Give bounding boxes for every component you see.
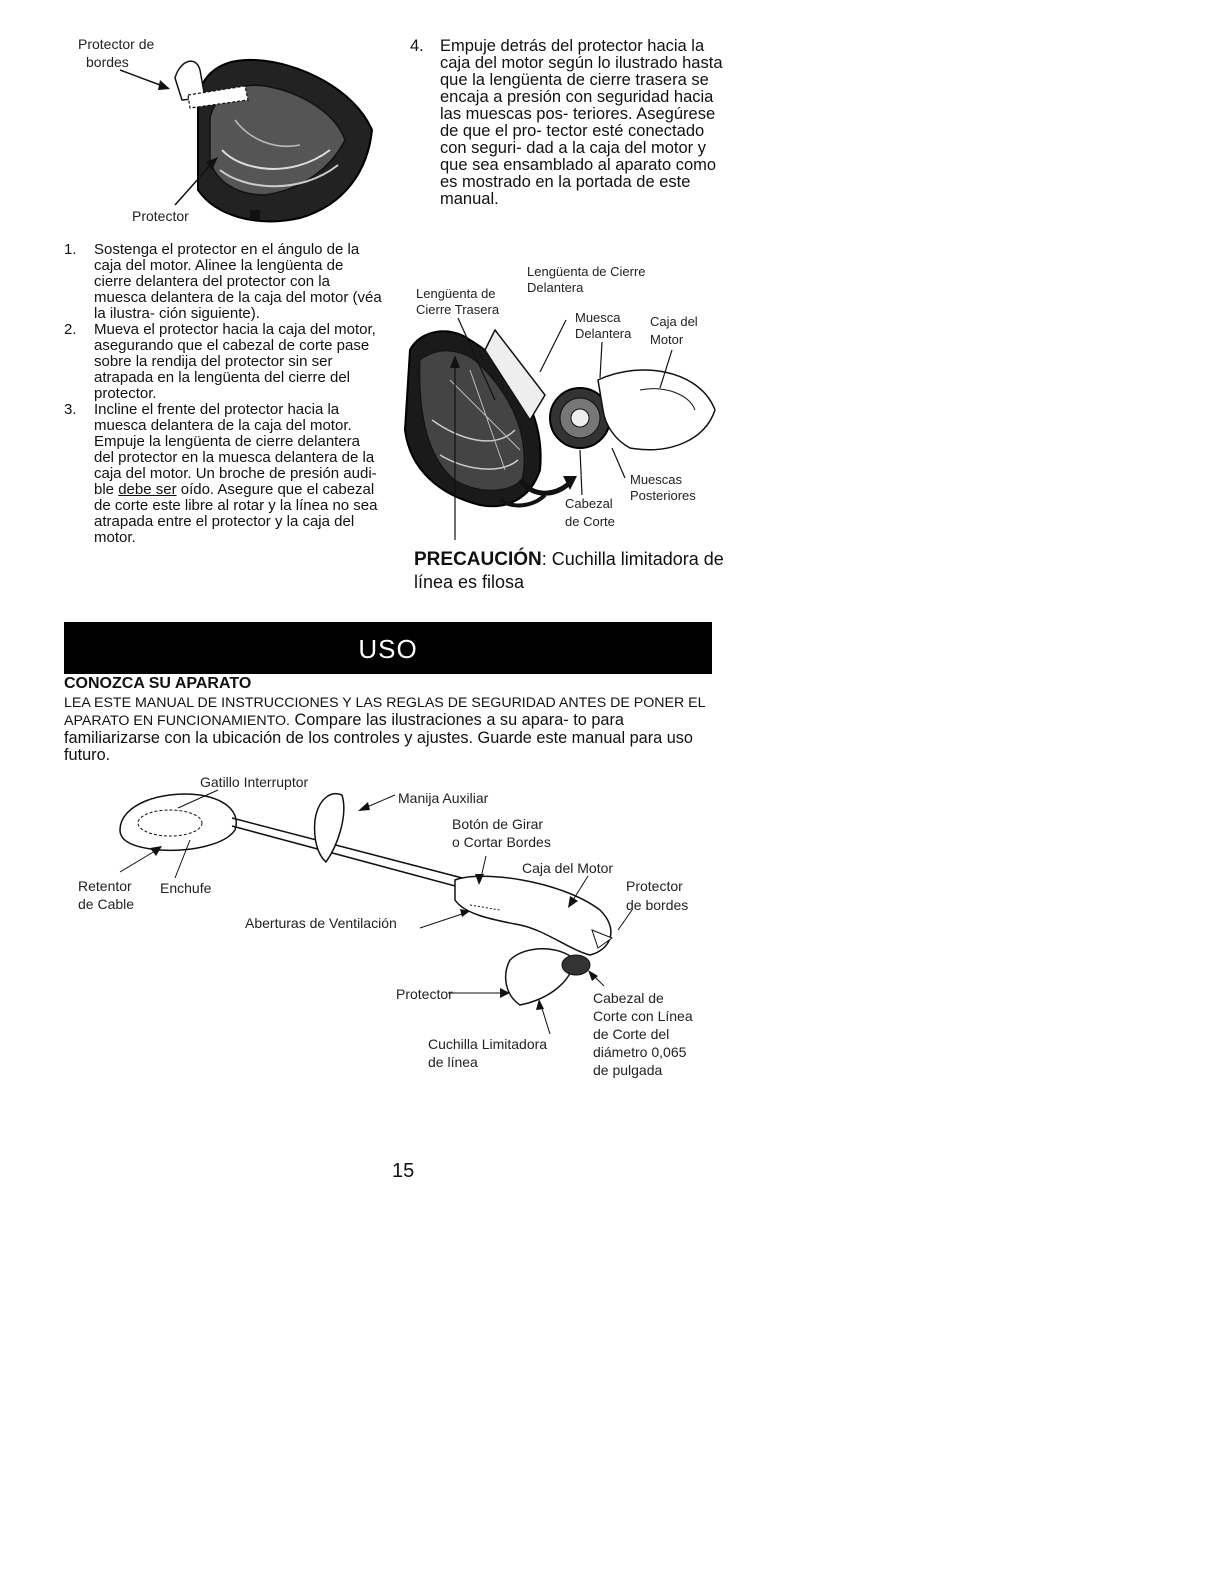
label-line-blade-2: de línea — [428, 1054, 478, 1070]
label-cutting-head-4: diámetro 0,065 — [593, 1044, 687, 1060]
step-text-before: Incline el frente del protector hacia la muesca delantera de la caja del motor. Empuje la lengüenta de cierre delantera del protector en la muesca delantera de la caja del motor. Un broche de presión audi- ble — [94, 401, 377, 498]
step-text-emphasis: debe ser — [118, 481, 177, 498]
label-cutting-head-2: Corte con Línea — [593, 1008, 693, 1024]
step-3 — [64, 402, 384, 546]
label-rotate-button-1: Botón de Girar — [452, 816, 544, 832]
label-edge-guard-1: Protector — [626, 878, 683, 894]
step-1 — [64, 242, 384, 322]
trimmer-illustration — [0, 0, 1, 1]
label-cord-retainer-2: de Cable — [78, 896, 135, 912]
step-number: 2. — [64, 321, 77, 338]
label-rear-notches-1: Muescas — [630, 472, 683, 487]
label-motor-housing-1: Caja del — [650, 314, 698, 329]
label-rear-notches-2: Posteriores — [630, 488, 696, 503]
label-front-notch-2: Delantera — [575, 326, 632, 341]
label-front-tab-1: Lengüenta de Cierre — [527, 264, 646, 279]
label-rotate-button-2: o Cortar Bordes — [452, 834, 551, 850]
label-cutting-head-1: Cabezal — [565, 496, 613, 511]
label-guard: Protector — [132, 208, 189, 224]
label-cutting-head-3: de Corte del — [593, 1026, 670, 1042]
banner-title: USO — [358, 634, 418, 664]
label-edge-guard-2: de bordes — [626, 897, 689, 913]
label-guard: Protector — [396, 986, 453, 1002]
label-rear-tab-1: Lengüenta de — [416, 286, 496, 301]
label-motor-housing: Caja del Motor — [522, 860, 614, 876]
assembly-steps — [64, 242, 384, 546]
label-motor-housing-2: Motor — [650, 332, 684, 347]
section-body — [64, 694, 724, 764]
step-4 — [410, 38, 730, 208]
label-aux-handle: Manija Auxiliar — [398, 790, 489, 806]
step-2 — [64, 322, 384, 402]
label-cord-retainer-1: Retentor — [78, 878, 132, 894]
caution-note — [414, 548, 734, 593]
label-vents: Aberturas de Ventilación — [245, 915, 397, 931]
step-text: Sostenga el protector en el ángulo de la caja del motor. Alinee la lengüenta de cierre delantera del protector con la muesca delantera de la caja del motor (véa la ilustra- ción siguiente). — [94, 241, 382, 322]
caution-text: : Cuchilla limitadora de línea es filosa — [414, 549, 724, 592]
label-edge-guard-1: Protector de — [78, 36, 155, 52]
step-number: 1. — [64, 241, 77, 258]
label-rear-tab-2: Cierre Trasera — [416, 302, 500, 317]
section-banner — [64, 622, 712, 674]
step-text: Mueva el protector hacia la caja del motor, asegurando que el cabezal de corte pase sobre la rendija del protector sin ser atrapada en la lengüenta del cierre del protector. — [94, 321, 376, 402]
section-title: CONOZCA SU APARATO — [64, 675, 252, 692]
label-front-tab-2: Delantera — [527, 280, 584, 295]
label-cutting-head-1: Cabezal de — [593, 990, 664, 1006]
label-edge-guard-2: bordes — [86, 54, 129, 70]
label-plug: Enchufe — [160, 880, 212, 896]
section-body-text: Compare las ilustraciones a su apara- to para familiarizarse con la ubicación de los controles y ajustes. Guarde este manual para uso futuro. — [64, 711, 693, 764]
section-body-caps: LEA ESTE MANUAL DE INSTRUCCIONES Y LAS REGLAS DE SEGURIDAD ANTES DE PONER EL APARATO EN FUNCIONAMIENTO. — [64, 695, 705, 729]
caution-title: PRECAUCIÓN — [414, 549, 542, 570]
label-trigger: Gatillo Interruptor — [200, 774, 309, 790]
label-cutting-head-2: de Corte — [565, 514, 615, 529]
page-number: 15 — [392, 1160, 415, 1182]
step-text: Empuje detrás del protector hacia la caja del motor según lo ilustrado hasta que la lengüenta de cierre trasera se encaja a presión con seguridad hacia las muescas pos- teriores. Asegúrese de que el pro- tector esté conectado con seguri- dad a la caja del motor y que sea ensamblado al aparato como es mostrado en la portada de este manual. — [440, 37, 723, 208]
label-front-notch-1: Muesca — [575, 310, 621, 325]
step-text-after: oído. Asegure que el cabezal de corte este libre al rotar y la línea no sea atrapada entre el protector y la caja del motor. — [94, 481, 378, 546]
step-number: 4. — [410, 37, 424, 55]
label-cutting-head-5: de pulgada — [593, 1062, 663, 1078]
step-number: 3. — [64, 401, 77, 418]
label-line-blade-1: Cuchilla Limitadora — [428, 1036, 548, 1052]
